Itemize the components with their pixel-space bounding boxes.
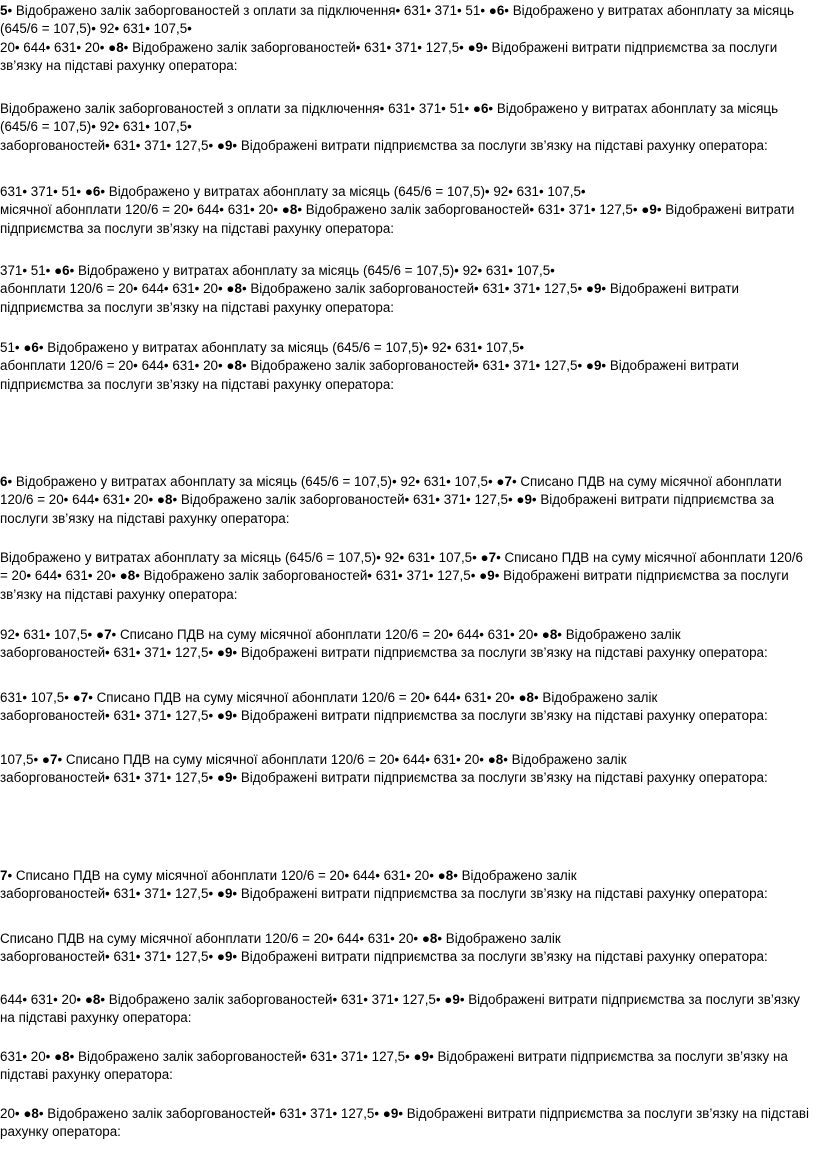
text-line — [0, 626, 812, 644]
text-run: • Відображено залік заборгованостей• 631• 371• 127,5• — [241, 358, 586, 374]
text-run: заборгованостей• 631• 371• 127,5• — [0, 770, 217, 786]
text-run: • Списано ПДВ на суму місячної абонплати 120/6 = 20• 644• 631• 20• — [7, 868, 438, 883]
text-run: Списано ПДВ на суму місячної абонплати 120/6 = 20• 644• 631• 20• — [0, 931, 422, 946]
text-run: заборгованостей• 631• 371• 127,5• — [0, 886, 217, 902]
paragraph-1 — [0, 2, 812, 76]
item-number-marker: ●8 — [23, 1106, 39, 1121]
text-run: місячної абонплати 120/6 = 20• 644• 631• 20• — [0, 202, 282, 218]
text-line — [0, 137, 812, 155]
item-number-marker: ●9 — [216, 708, 233, 724]
item-number-marker: ●9 — [585, 281, 602, 297]
item-number-marker: ●9 — [585, 358, 602, 374]
text-run: • Відображені витрати підприємства за послуги зв’язку на підставі рахунку оператора: — [0, 202, 795, 236]
text-run: • Відображено залік заборгованостей• 631• 371• 127,5• — [172, 492, 517, 508]
item-number-marker: ●6 — [488, 3, 505, 18]
text-run: • Відображені витрати підприємства за послуги зв’язку на підставі рахунку оператора: — [232, 949, 768, 965]
text-run: 644• 631• 20• — [0, 992, 85, 1007]
text-run: • Відображені витрати підприємства за послуги зв’язку на підставі рахунку оператора: — [0, 492, 775, 526]
text-line — [0, 339, 812, 357]
text-run: 51• — [0, 340, 24, 355]
text-run: абонплати 120/6 = 20• 644• 631• 20• — [0, 281, 227, 297]
text-line — [0, 1105, 812, 1142]
item-number-marker: ●8 — [226, 358, 242, 374]
text-run: • Відображено у витратах абонплату за місяць (645/6 = 107,5)• 92• 631• 107,5• — [0, 3, 794, 37]
item-number-marker: ●6 — [472, 101, 489, 116]
item-number-marker: ●9 — [413, 1049, 430, 1064]
text-run: • Списано ПДВ на суму місячної абонплати 120/6 = 20• 644• 631• 20• — [111, 627, 542, 642]
text-line — [0, 2, 812, 39]
text-run: • Відображено залік заборгованостей з оплати за підключення• 631• 371• 51• — [7, 3, 489, 18]
text-run: • Відображено залік — [453, 868, 577, 883]
paragraph-10 — [0, 751, 812, 788]
text-line — [0, 473, 812, 528]
text-run: • Відображені витрати підприємства за послуги зв’язку на підставі рахунку оператора: — [0, 39, 778, 74]
text-run: 631• 371• 51• — [0, 184, 85, 199]
text-run: • Відображено залік заборгованостей• 631• 371• 127,5• — [123, 39, 468, 55]
paragraph-13 — [0, 991, 812, 1028]
paragraph-2 — [0, 100, 812, 155]
text-line — [0, 948, 812, 966]
item-number-marker: ●8 — [487, 752, 504, 767]
text-run: • Списано ПДВ на суму місячної абонплати 120/6 = 20• 644• 631• 20• — [0, 474, 782, 508]
text-run: • Відображено залік заборгованостей• 631• 371• 127,5• — [38, 1106, 383, 1121]
item-number-marker: ●8 — [421, 931, 438, 946]
item-number-marker: ●7 — [72, 690, 89, 705]
item-number-marker: ●7 — [480, 550, 497, 565]
text-run: • Відображено у витратах абонплату за місяць (645/6 = 107,5)• 92• 631• 107,5• — [69, 263, 555, 278]
paragraph-8 — [0, 626, 812, 663]
text-line — [0, 751, 812, 769]
item-number-marker: ●8 — [156, 492, 173, 508]
text-line — [0, 357, 812, 394]
item-number-marker: ●8 — [108, 39, 124, 55]
text-line — [0, 39, 812, 76]
item-number-marker: ●7 — [41, 752, 58, 767]
text-line — [0, 867, 812, 885]
text-run: • Відображені витрати підприємства за послуги зв’язку на підставі рахунку оператора: — [0, 358, 739, 392]
item-number-marker: ●9 — [444, 992, 460, 1007]
text-run: • Відображені витрати підприємства за послуги зв’язку на підставі рахунку оператора: — [232, 770, 768, 786]
item-number-marker: ●9 — [382, 1106, 399, 1121]
paragraph-11 — [0, 867, 812, 904]
text-line — [0, 262, 812, 280]
text-run: • Відображені витрати підприємства за послуги зв’язку на підставі рахунку оператора: — [232, 645, 768, 661]
text-run: • Відображено у витратах абонплату за місяць (645/6 = 107,5)• 92• 631• 107,5• — [100, 184, 586, 199]
text-line — [0, 201, 812, 238]
text-run: Відображено у витратах абонплату за місяць (645/6 = 107,5)• 92• 631• 107,5• — [0, 550, 481, 565]
paragraph-9 — [0, 689, 812, 726]
text-line — [0, 769, 812, 787]
text-run: 20• 644• 631• 20• — [0, 39, 109, 55]
text-run: • Відображено залік заборгованостей• 631• 371• 127,5• — [135, 568, 480, 584]
item-number-marker: ●8 — [437, 868, 454, 883]
text-run: • Відображені витрати підприємства за послуги зв’язку на підставі рахунку оператора: — [0, 992, 800, 1026]
text-line — [0, 100, 812, 137]
paragraph-12 — [0, 930, 812, 967]
text-run: • Відображено у витратах абонплату за місяць (645/6 = 107,5)• 92• 631• 107,5• — [38, 340, 525, 355]
paragraph-5 — [0, 339, 812, 394]
text-run: заборгованостей• 631• 371• 127,5• — [0, 137, 217, 153]
text-line — [0, 280, 812, 317]
paragraph-15 — [0, 1105, 812, 1142]
text-line — [0, 991, 812, 1028]
text-run: заборгованостей• 631• 371• 127,5• — [0, 708, 217, 724]
text-line — [0, 549, 812, 604]
paragraph-14 — [0, 1048, 812, 1085]
text-run: • Відображено залік заборгованостей• 631• 371• 127,5• — [241, 281, 586, 297]
text-run: Відображено залік заборгованостей з оплати за підключення• 631• 371• 51• — [0, 101, 473, 116]
text-run: • Відображені витрати підприємства за послуги зв’язку на підставі рахунку оператора: — [0, 1049, 788, 1083]
text-run: заборгованостей• 631• 371• 127,5• — [0, 645, 217, 661]
item-number-marker: ●9 — [641, 202, 657, 218]
item-number-marker: ●8 — [119, 568, 136, 584]
text-line — [0, 689, 812, 707]
text-run: • Відображені витрати підприємства за послуги зв’язку на підставі рахунку оператора: — [232, 137, 768, 153]
item-number-marker: ●8 — [281, 202, 298, 218]
item-number-marker: ●8 — [54, 1049, 70, 1064]
item-number-marker: ●8 — [226, 281, 242, 297]
item-number-marker: 5 — [0, 3, 8, 18]
text-line — [0, 885, 812, 903]
text-run: • Списано ПДВ на суму місячної абонплати 120/6 = 20• 644• 631• 20• — [0, 550, 803, 584]
text-run: 107,5• — [0, 752, 42, 767]
text-run: • Відображено залік — [533, 690, 658, 705]
text-run: • Відображено залік — [437, 931, 561, 946]
item-number-marker: ●9 — [216, 137, 233, 153]
item-number-marker: ●6 — [54, 263, 70, 278]
item-number-marker: 7 — [0, 868, 8, 883]
paragraph-4 — [0, 262, 812, 317]
text-line — [0, 930, 812, 948]
item-number-marker: 6 — [0, 474, 8, 489]
item-number-marker: ●9 — [516, 492, 532, 508]
text-run: • Відображені витрати підприємства за послуги зв’язку на підставі рахунку оператора: — [232, 708, 768, 724]
text-line — [0, 707, 812, 725]
text-run: • Списано ПДВ на суму місячної абонплати 120/6 = 20• 644• 631• 20• — [88, 690, 519, 705]
text-run: 92• 631• 107,5• — [0, 627, 96, 642]
item-number-marker: ●8 — [541, 627, 558, 642]
text-run: • Відображені витрати підприємства за послуги зв’язку на підставі рахунку оператора: — [232, 886, 768, 902]
item-number-marker: ●9 — [216, 645, 233, 661]
item-number-marker: ●6 — [84, 184, 101, 199]
item-number-marker: ●8 — [518, 690, 534, 705]
text-run: 631• 107,5• — [0, 690, 73, 705]
text-run: • Відображено залік заборгованостей• 631• 371• 127,5• — [69, 1049, 414, 1064]
text-line — [0, 183, 812, 201]
paragraph-6 — [0, 473, 812, 528]
text-run: 20• — [0, 1106, 24, 1121]
text-run: 371• 51• — [0, 263, 55, 278]
item-number-marker: ●9 — [216, 949, 233, 965]
item-number-marker: ●9 — [467, 39, 484, 55]
paragraph-3 — [0, 183, 812, 238]
text-line — [0, 1048, 812, 1085]
text-run: • Відображені витрати підприємства за послуги зв’язку на підставі рахунку оператора: — [0, 1106, 810, 1140]
item-number-marker: ●9 — [479, 568, 495, 584]
item-number-marker: ●9 — [216, 770, 233, 786]
item-number-marker: ●6 — [23, 340, 39, 355]
text-run: • Списано ПДВ на суму місячної абонплати 120/6 = 20• 644• 631• 20• — [57, 752, 488, 767]
text-run: • Відображено залік заборгованостей• 631• 371• 127,5• — [297, 202, 642, 218]
text-run: • Відображено залік — [557, 627, 681, 642]
text-run: заборгованостей• 631• 371• 127,5• — [0, 949, 217, 965]
text-run: • Відображені витрати підприємства за послуги зв’язку на підставі рахунку оператора: — [0, 568, 789, 602]
text-line — [0, 644, 812, 662]
item-number-marker: ●8 — [84, 992, 101, 1007]
paragraph-7 — [0, 549, 812, 604]
text-run: • Відображено залік заборгованостей• 631• 371• 127,5• — [100, 992, 445, 1007]
text-run: абонплати 120/6 = 20• 644• 631• 20• — [0, 358, 227, 374]
text-run: • Відображені витрати підприємства за послуги зв’язку на підставі рахунку оператора: — [0, 281, 739, 315]
text-run: • Відображено у витратах абонплату за місяць (645/6 = 107,5)• 92• 631• 107,5• — [0, 101, 779, 135]
item-number-marker: ●9 — [216, 886, 233, 902]
item-number-marker: ●7 — [95, 627, 112, 642]
item-number-marker: ●7 — [496, 474, 512, 489]
text-run: 631• 20• — [0, 1049, 55, 1064]
text-run: • Відображено залік — [503, 752, 627, 767]
text-run: • Відображено у витратах абонплату за місяць (645/6 = 107,5)• 92• 631• 107,5• — [7, 474, 497, 489]
